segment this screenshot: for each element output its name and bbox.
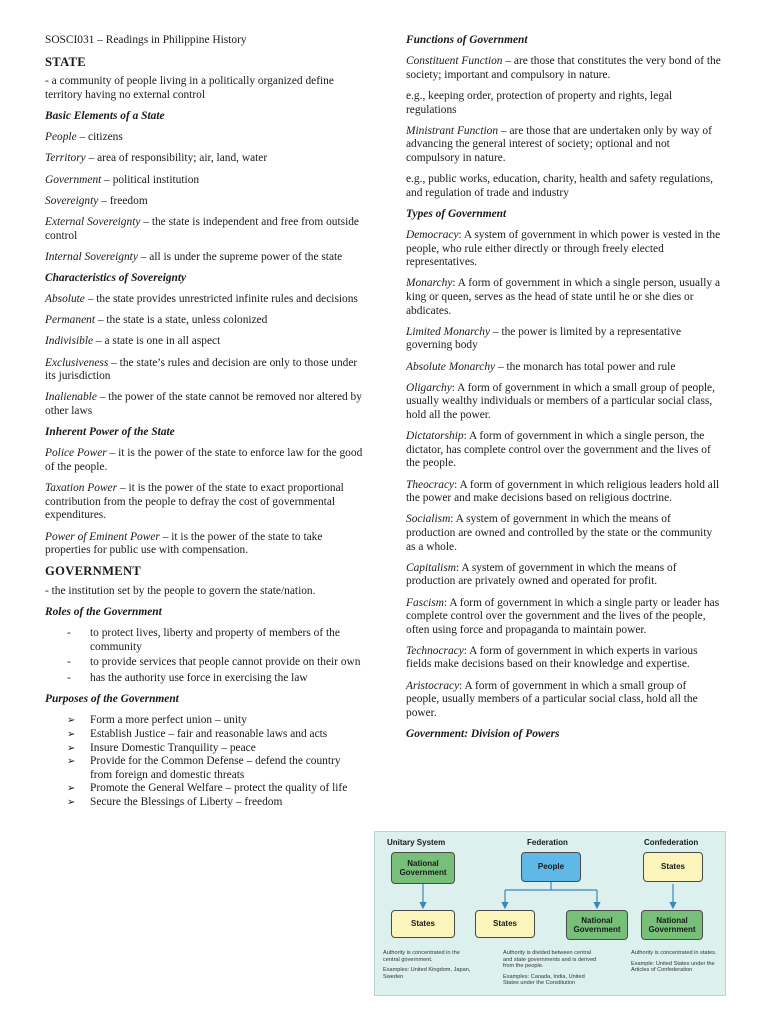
list-item: ➢ Form a more perfect union – unity bbox=[67, 714, 247, 727]
arrow-bullet-icon: ➢ bbox=[67, 729, 76, 741]
confederation-national-government-box: National Government bbox=[641, 910, 703, 940]
dash-marker: - bbox=[67, 656, 71, 669]
characteristic: Exclusiveness – the state’s rules and decision are only to those under its jurisdiction bbox=[45, 356, 358, 383]
government-type: Absolute Monarchy – the monarch has total power and rule bbox=[406, 360, 676, 373]
federation-states-box: States bbox=[475, 910, 535, 938]
course-title: SOSCI031 – Readings in Philippine History bbox=[45, 34, 247, 46]
basic-elements-heading: Basic Elements of a State bbox=[45, 109, 165, 122]
ministrant-examples: e.g., public works, education, charity, health and safety regulations, and regulation of trade and industry bbox=[406, 173, 714, 199]
confederation-title: Confederation bbox=[644, 838, 699, 847]
characteristic: Permanent – the state is a state, unless colonized bbox=[45, 314, 268, 327]
constituent-examples: e.g., keeping order, protection of property and rights, legal regulations bbox=[406, 89, 673, 116]
government-type: Democracy: A system of government in which power is vested in the people, who rule either directly or through freely elected representatives. bbox=[406, 229, 721, 269]
federation-title: Federation bbox=[527, 838, 568, 847]
confederation-examples: Example: United States under the Articles of Confederation bbox=[631, 960, 715, 974]
characteristic: Inalienable – the power of the state cannot be removed nor altered by other laws bbox=[45, 391, 362, 417]
federation-caption bbox=[503, 950, 599, 991]
inherent-power: Power of Eminent Power – it is the power of the state to take properties for public use with compensation. bbox=[45, 530, 323, 557]
government-type: Dictatorship: A form of government in which a single person, the dictator, has complete control over the government and the lives of the people. bbox=[406, 430, 711, 470]
confederation-states-box: States bbox=[643, 852, 703, 882]
government-heading: GOVERNMENT bbox=[45, 564, 142, 579]
government-type: Capitalism: A system of government in which the means of production are privately owned and operated for profit. bbox=[406, 561, 677, 588]
unitary-national-government-box: National Government bbox=[391, 852, 455, 884]
list-item: - has the authority use force in exercising the law bbox=[67, 672, 308, 685]
arrow-bullet-icon: ➢ bbox=[67, 783, 76, 795]
functions-heading: Functions of Government bbox=[406, 34, 528, 46]
characteristics-heading: Characteristics of Sovereignty bbox=[45, 271, 187, 284]
characteristics-list bbox=[45, 293, 365, 419]
ministrant-function: Ministrant Function – are those that are undertaken only by way of advancing the general interest of society; optional and not compulsory in nature. bbox=[406, 124, 712, 164]
list-item: - to protect lives, liberty and property of members of the community bbox=[67, 627, 340, 653]
dash-marker: - bbox=[67, 627, 71, 640]
purposes-list bbox=[45, 714, 365, 809]
list-item: ➢ Promote the General Welfare – protect the quality of life bbox=[67, 782, 348, 795]
right-column bbox=[406, 34, 722, 749]
dash-marker: - bbox=[67, 672, 71, 685]
government-type: Limited Monarchy – the power is limited by a representative governing body bbox=[406, 325, 682, 352]
arrow-bullet-icon: ➢ bbox=[67, 797, 76, 808]
unitary-system-title: Unitary System bbox=[387, 838, 446, 847]
division-of-powers-diagram bbox=[374, 831, 726, 996]
types-list bbox=[406, 229, 722, 720]
division-heading: Government: Division of Powers bbox=[406, 728, 560, 741]
basic-element: Government – political institution bbox=[45, 173, 200, 186]
left-column bbox=[45, 34, 365, 817]
confederation-note: Authority is concentrated in states. bbox=[631, 950, 717, 956]
unitary-examples: Examples: United Kingdom, Japan, Sweden bbox=[383, 967, 471, 980]
confederation-caption bbox=[631, 950, 721, 978]
list-item: - to provide services that people cannot provide on their own bbox=[67, 656, 361, 669]
list-item: ➢ Provide for the Common Defense – defend the country from foreign and domestic threats bbox=[67, 755, 341, 781]
list-item: ➢ Establish Justice – fair and reasonable laws and acts bbox=[67, 728, 328, 741]
unitary-states-box: States bbox=[391, 910, 455, 938]
inherent-power-list bbox=[45, 447, 365, 557]
arrow-bullet-icon: ➢ bbox=[67, 742, 76, 754]
government-type: Fascism: A form of government in which a single party or leader has complete control over the government and the lives of the people, often using force and propaganda to maintain power. bbox=[406, 596, 720, 636]
roles-heading: Roles of the Government bbox=[45, 606, 162, 619]
unitary-note: Authority is concentrated in the central government. bbox=[383, 950, 460, 963]
federation-people-box: People bbox=[521, 852, 581, 882]
arrow-bullet-icon: ➢ bbox=[67, 756, 76, 768]
purposes-heading: Purposes of the Government bbox=[45, 693, 179, 706]
inherent-power: Police Power – it is the power of the state to enforce law for the good of the people. bbox=[45, 447, 363, 473]
roles-list bbox=[45, 627, 365, 685]
inherent-power: Taxation Power – it is the power of the state to exact proportional contribution from the people to defray the cost of governmental expenditures. bbox=[45, 482, 344, 522]
basic-elements-list bbox=[45, 131, 365, 264]
government-definition: - the institution set by the people to govern the state/nation. bbox=[45, 584, 316, 597]
basic-element: Territory – area of responsibility; air, land, water bbox=[45, 152, 268, 165]
list-item: ➢ Insure Domestic Tranquility – peace bbox=[67, 741, 256, 754]
list-item: ➢ Secure the Blessings of Liberty – freedom bbox=[67, 796, 283, 808]
government-type: Aristocracy: A form of government in which a small group of people, usually members of a particular social class, hold all the power. bbox=[406, 679, 698, 719]
inherent-power-heading: Inherent Power of the State bbox=[45, 426, 175, 439]
basic-element: Internal Sovereignty – all is under the supreme power of the state bbox=[45, 250, 343, 263]
government-type: Monarchy: A form of government in which a single person, usually a king or queen, serves as the head of state until he or she dies or abdicates. bbox=[406, 277, 721, 317]
characteristic: Indivisible – a state is one in all aspect bbox=[45, 335, 221, 348]
government-type: Technocracy: A form of government in which experts in various fields make decisions based on their knowledge and expertise. bbox=[406, 644, 698, 671]
government-type: Oligarchy: A form of government in which a small group of people, usually wealthy individuals or members of a particular social class, hold all the power. bbox=[406, 381, 715, 421]
constituent-function: Constituent Function – are those that constitutes the very bond of the society; important and compulsory in nature. bbox=[406, 55, 721, 81]
government-type: Theocracy: A form of government in which religious leaders hold all the power and make decisions based on religious doctrine. bbox=[406, 478, 720, 505]
federation-note: Authority is divided between central and state governments and is derived from the people. bbox=[503, 950, 597, 970]
types-heading: Types of Government bbox=[406, 207, 507, 220]
characteristic: Absolute – the state provides unrestricted infinite rules and decisions bbox=[45, 293, 358, 306]
arrow-bullet-icon: ➢ bbox=[67, 715, 76, 727]
unitary-caption bbox=[383, 950, 471, 984]
federation-national-government-box: National Government bbox=[566, 910, 628, 940]
state-heading: STATE bbox=[45, 54, 86, 69]
federation-examples: Examples: Canada, India, United States under the Constitution bbox=[503, 973, 585, 987]
government-type: Socialism: A system of government in which the means of production are owned and controlled by the state or the community as a whole. bbox=[406, 513, 713, 553]
basic-element: Sovereignty – freedom bbox=[45, 194, 148, 207]
basic-element: External Sovereignty – the state is independent and free from outside control bbox=[45, 215, 359, 242]
state-definition: - a community of people living in a politically organized define territory having no external control bbox=[45, 75, 334, 101]
basic-element: People – citizens bbox=[45, 131, 123, 144]
